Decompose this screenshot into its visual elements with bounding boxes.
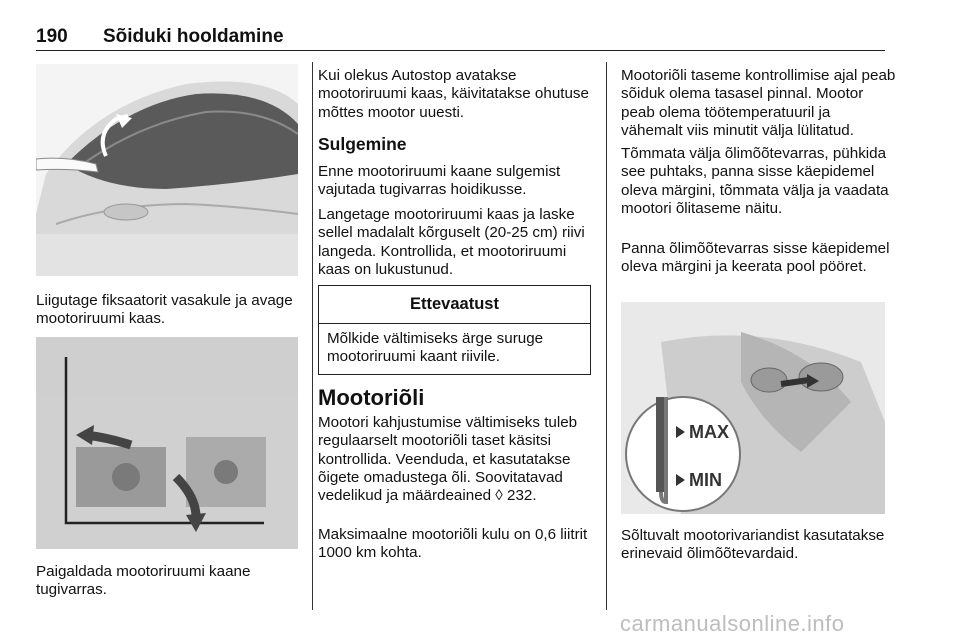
caution-box [318, 285, 591, 375]
hood-opening-illustration [36, 64, 298, 276]
section-title: Sõiduki hooldamine [103, 26, 284, 47]
caption-hood-open: Liigutage fiksaatorit vasakule ja avage mootoriruumi kaas. [36, 292, 293, 328]
oil-check-paragraph-2: Tõmmata välja õlimõõtevarras, pühkida see puhtaks, panna sisse käepidemel oleva märgini, tõmmata välja ja vaadata mootori õlitaseme näitu. [621, 145, 889, 217]
watermark: carmanualsonline.info [620, 611, 845, 636]
caution-body: Mõlkide vältimiseks ärge suruge mootoriruumi kaant riivile. [327, 330, 544, 366]
caution-title: Ettevaatust [319, 286, 590, 324]
oil-check-paragraph-1: Mootoriõli taseme kontrollimise ajal peab sõiduk olema tasasel pinnal. Mootor peab olema töötemperatuuril ja vähemalt viis minutit välja lülitatud. [621, 67, 896, 139]
engine-oil-paragraph-2: Maksimaalne mootoriõli kulu on 0,6 liitrit 1000 km kohta. [318, 526, 588, 562]
caption-support-rod: Paigaldada mootoriruumi kaane tugivarras. [36, 563, 251, 599]
oil-check-paragraph-3: Panna õlimõõtevarras sisse käepidemel oleva märgini ja keerata pool pööret. [621, 240, 890, 276]
dipstick-min-label: MIN [689, 470, 722, 490]
column-divider-2 [606, 62, 607, 610]
dipstick-illustration [621, 302, 885, 514]
closing-paragraph-2: Langetage mootoriruumi kaas ja laske sellel madalalt kõrguselt (20-25 cm) riivi langeda. Kontrollida, et mootoriruumi kaas on lukustunud. [318, 206, 585, 278]
engine-oil-paragraph-1: Mootori kahjustumise vältimiseks tuleb regulaarselt mootoriõli taset käsitsi kontrollida. Veenduda, et kasutatakse õigete omadustega õli. Soovitatavad vedelikud ja määrdeained ◊ 232. [318, 414, 578, 505]
engine-oil-heading: Mootoriõli [318, 385, 425, 410]
support-rod-illustration [36, 337, 298, 549]
closing-heading: Sulgemine [318, 134, 407, 154]
caption-dipstick: Sõltuvalt mootorivariandist kasutatakse erinevaid õlimõõtevardaid. [621, 527, 885, 563]
page-header [36, 26, 885, 51]
column-divider-1 [312, 62, 313, 610]
page-number: 190 [36, 26, 68, 47]
closing-paragraph-1: Enne mootoriruumi kaane sulgemist vajutada tugivarras hoidikusse. [318, 163, 561, 199]
autostop-paragraph: Kui olekus Autostop avatakse mootoriruumi kaas, käivitatakse ohutuse mõttes mootor uuesti. [318, 67, 589, 121]
dipstick-max-label: MAX [689, 422, 729, 442]
